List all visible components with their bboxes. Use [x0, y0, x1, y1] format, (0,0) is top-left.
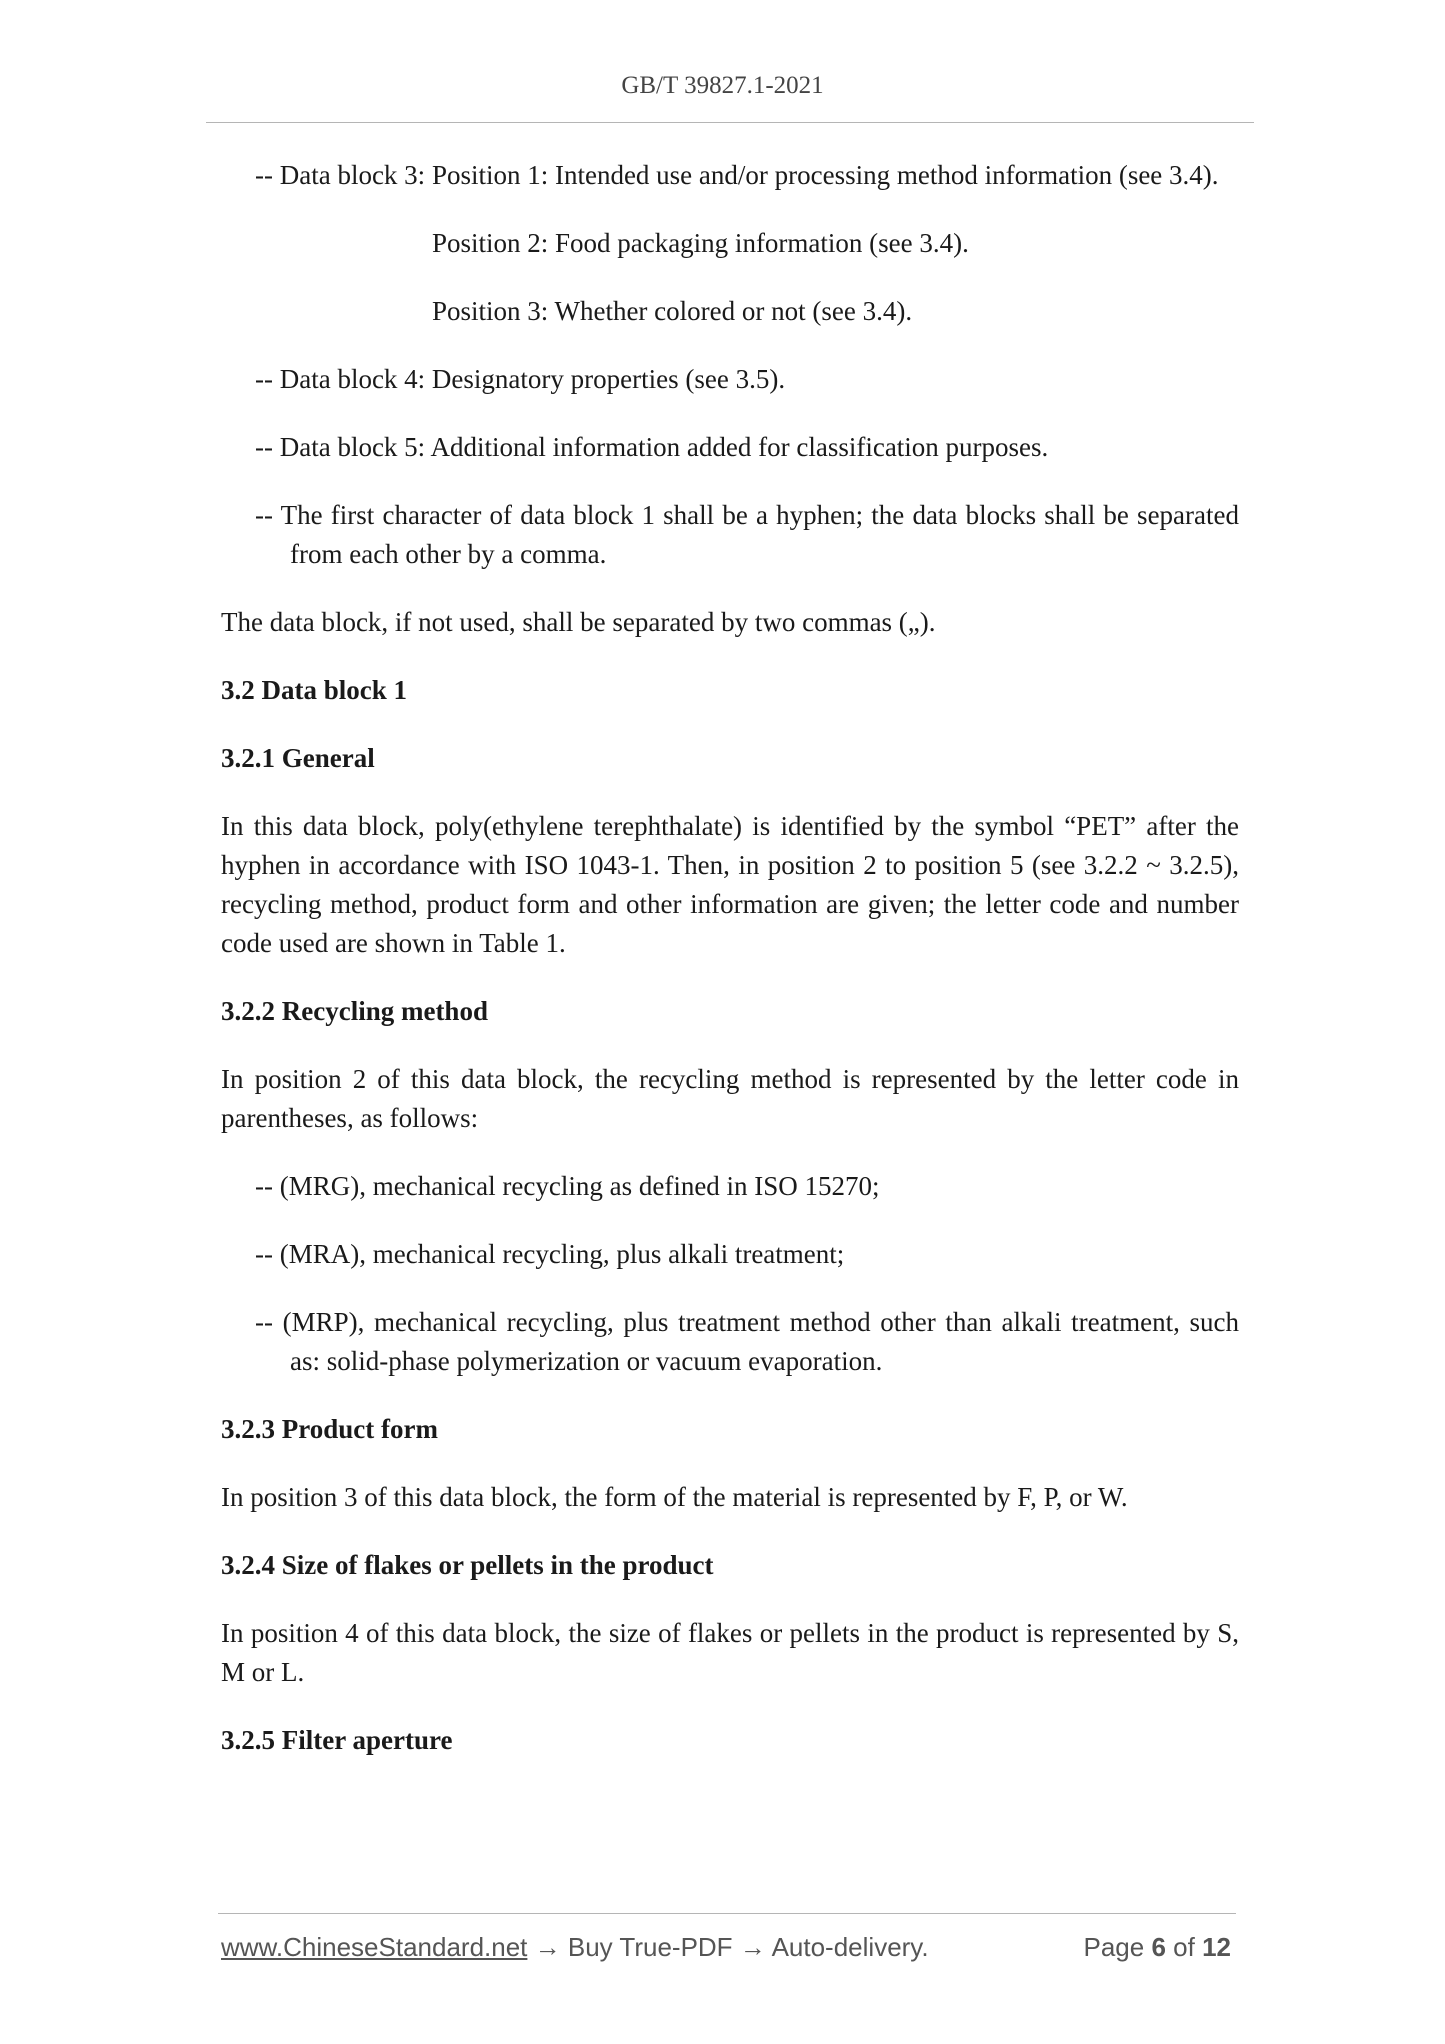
data-block-4-item: -- Data block 4: Designatory properties (see 3.5).: [255, 364, 786, 394]
data-block-3-item: [221, 156, 1239, 331]
section-3-2-1-paragraph: In this data block, poly(ethylene terephthalate) is identified by the symbol “PET” after the hyphen in accordance with ISO 1043-1. Then, in position 2 to position 5 (see 3.2.2 ~ 3.2.5), recycling method, product form and other information are given; the letter code and number code used are shown in Table 1.: [221, 811, 1239, 958]
section-3-2-2-paragraph: In position 2 of this data block, the recycling method is represented by the letter code in parentheses, as follows:: [221, 1064, 1239, 1133]
data-block-3-position-1: Position 1: Intended use and/or processing method information (see 3.4).: [431, 160, 1219, 190]
section-3-2-5-heading: 3.2.5 Filter aperture: [221, 1725, 453, 1755]
section-3-2-3-paragraph: In position 3 of this data block, the form of the material is represented by F, P, or W.: [221, 1482, 1128, 1512]
page-total: 12: [1202, 1932, 1231, 1962]
data-block-3-positions: [432, 156, 1239, 331]
chinesestandard-link[interactable]: www.ChineseStandard.net: [221, 1932, 528, 1962]
data-block-5-item: -- Data block 5: Additional information added for classification purposes.: [255, 432, 1049, 462]
section-3-2-3-heading: 3.2.3 Product form: [221, 1414, 438, 1444]
section-3-2-4-paragraph: In position 4 of this data block, the size of flakes or pellets in the product is represented by S, M or L.: [221, 1618, 1239, 1687]
recycling-method-item-mrp: -- (MRP), mechanical recycling, plus treatment method other than alkali treatment, such as: solid-phase polymerization or vacuum evaporation.: [255, 1307, 1239, 1376]
page-footer: [221, 1932, 1231, 1963]
footer-divider: [218, 1913, 1236, 1914]
footer-left: [221, 1932, 929, 1963]
data-block-3-position-2: Position 2: Food packaging information (see 3.4).: [431, 228, 969, 258]
header-divider: [206, 122, 1254, 123]
page-body: [221, 156, 1239, 1789]
document-id-header: GB/T 39827.1-2021: [621, 72, 824, 99]
page-label: Page: [1083, 1932, 1145, 1962]
unused-block-paragraph: The data block, if not used, shall be separated by two commas („).: [221, 607, 936, 637]
section-3-2-heading: 3.2 Data block 1: [221, 675, 408, 705]
recycling-method-item-mrg: -- (MRG), mechanical recycling as defined in ISO 15270;: [255, 1171, 880, 1201]
page-of-label: of: [1173, 1932, 1195, 1962]
data-block-3-prefix: -- Data block 3:: [255, 160, 432, 190]
section-3-2-1-heading: 3.2.1 General: [221, 743, 375, 773]
first-character-rule-item: -- The first character of data block 1 shall be a hyphen; the data blocks shall be separated from each other by a comma.: [255, 500, 1239, 569]
footer-tagline: → Buy True-PDF → Auto-delivery.: [527, 1932, 929, 1962]
page-number: [1083, 1932, 1231, 1963]
page-current: 6: [1151, 1932, 1166, 1962]
data-block-3-position-3: Position 3: Whether colored or not (see 3.4).: [431, 296, 913, 326]
section-3-2-2-heading: 3.2.2 Recycling method: [221, 996, 488, 1026]
section-3-2-4-heading: 3.2.4 Size of flakes or pellets in the product: [221, 1550, 714, 1580]
recycling-method-item-mra: -- (MRA), mechanical recycling, plus alkali treatment;: [255, 1239, 845, 1269]
